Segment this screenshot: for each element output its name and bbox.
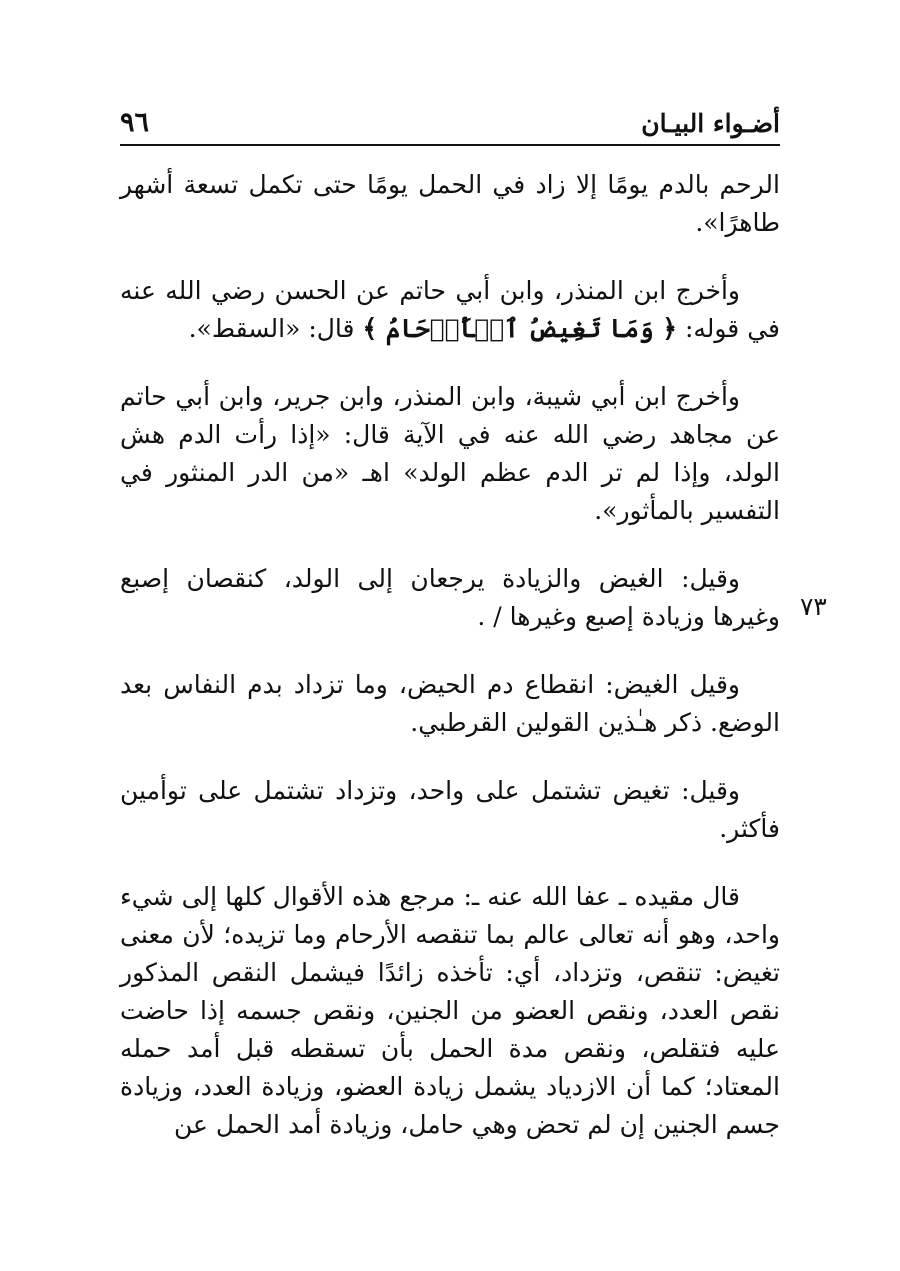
quran-verse: ﴿ وَمَا تَغِيضُ ٱلۡأَرۡحَامُ ﴾ (362, 314, 677, 343)
paragraph-text: وأخرج ابن المنذر، وابن أبي حاتم عن الحسن رضي الله عنه في قوله: (120, 276, 780, 343)
margin-page-reference: ٧٣ (800, 592, 827, 621)
page-number: ٩٦ (120, 107, 150, 138)
main-text (120, 166, 780, 1174)
paragraph-text: قال: «السقط». (188, 314, 363, 343)
running-header (120, 96, 780, 146)
paragraph-continuation: الرحم بالدم يومًا إلا زاد في الحمل يومًا حتى تكمل تسعة أشهر طاهرًا». (120, 170, 780, 237)
paragraph-opinion-twins: وقيل: تغيض تشتمل على واحد، وتزداد تشتمل على توأمين فأكثر. (120, 776, 780, 843)
paragraph-mujahid-report: وأخرج ابن أبي شيبة، وابن المنذر، وابن جرير، وابن أبي حاتم عن مجاهد رضي الله عنه في الآية قال: «إذا رأت الدم هش الولد، وإذا لم تر الدم عظم الولد» اهـ «من الدر المنثور في التفسير بالمأثور». (120, 382, 780, 525)
paragraph-opinion-child: وقيل: الغيض والزيادة يرجعان إلى الولد، كنقصان إصبع وغيرها وزيادة إصبع وغيرها / . (120, 564, 780, 631)
running-title: أضـواء البيـان (641, 109, 780, 138)
paragraph-author-comment: قال مقيده ـ عفا الله عنه ـ: مرجع هذه الأقوال كلها إلى شيء واحد، وهو أنه تعالى عالم بما تنقصه الأرحام وما تزيده؛ لأن معنى تغيض: تنقص، وتزداد، أي: تأخذه زائدًا فيشمل النقص المذكور نقص العدد، ونقص العضو من الجنين، ونقص جسمه إذا حاضت عليه فتقلص، ونقص مدة الحمل بأن تسقطه قبل أمد حمله المعتاد؛ كما أن الازدياد يشمل زيادة العضو، وزيادة العدد، وزيادة جسم الجنين إن لم تحض وهي حامل، وزيادة أمد الحمل عن (120, 882, 780, 1139)
paragraph-hasan-report (120, 272, 780, 348)
paragraph-opinion-menstruation: وقيل الغيض: انقطاع دم الحيض، وما تزداد بدم النفاس بعد الوضع. ذكر هـٰذين القولين القرطبي. (120, 670, 780, 737)
